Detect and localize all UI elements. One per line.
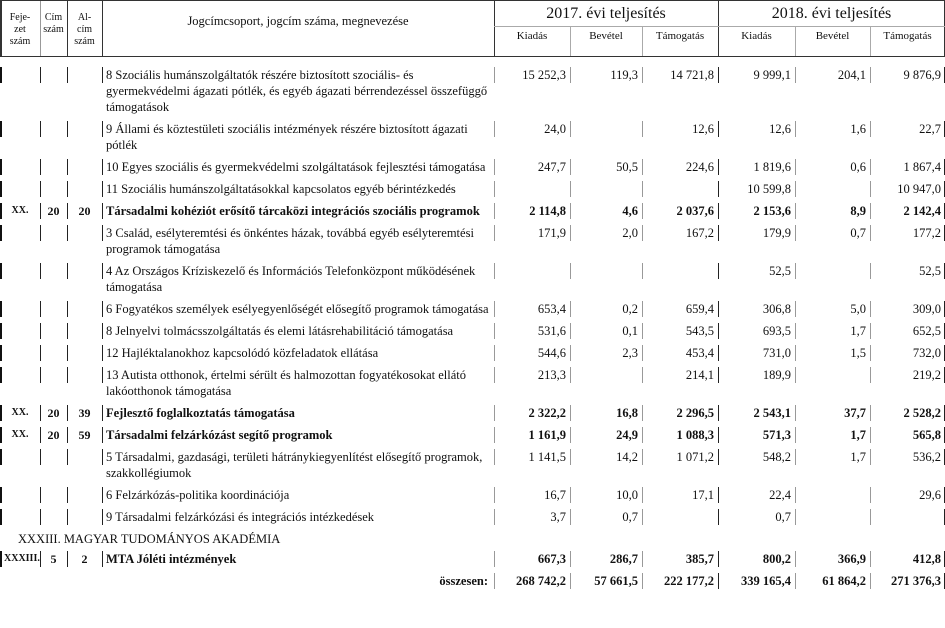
col-header-name: Jogcímcsoport, jogcím száma, megnevezése <box>187 14 409 28</box>
tamogatas-2018-cell: 29,6 <box>870 486 945 504</box>
cim-cell: 20 <box>40 202 67 220</box>
total-kiadas-2018: 339 165,4 <box>718 572 795 590</box>
tamogatas-2018-cell: 219,2 <box>870 366 945 400</box>
kiadas-2018-cell: 10 599,8 <box>718 180 795 198</box>
tamogatas-2018-cell: 536,2 <box>870 448 945 482</box>
kiadas-2017-cell: 1 141,5 <box>494 448 570 482</box>
fejezet-cell <box>0 486 40 504</box>
fejezet-cell: XX. <box>0 426 40 444</box>
name-cell: 8 Szociális humánszolgáltatók részére biztosított szociális- és gyermekvédelmi ágazati pótlék, és egyéb ágazati bérrendezéssel összefüggő támogatások <box>102 66 494 116</box>
table-body <box>0 66 945 590</box>
bevetel-2018-cell <box>795 508 870 526</box>
tamogatas-2017-cell <box>642 262 718 296</box>
bevetel-2018-cell: 8,9 <box>795 202 870 220</box>
fejezet-cell <box>0 366 40 400</box>
bevetel-2017-cell <box>570 180 642 198</box>
cim-cell <box>40 344 67 362</box>
total-bevetel-2018: 61 864,2 <box>795 572 870 590</box>
kiadas-2017-cell: 15 252,3 <box>494 66 570 116</box>
name-cell: 9 Állami és köztestületi szociális intézmények részére biztosított ágazati pótlék <box>102 120 494 154</box>
name-cell: 10 Egyes szociális és gyermekvédelmi szolgáltatások fejlesztési támogatása <box>102 158 494 176</box>
kiadas-2017-cell: 16,7 <box>494 486 570 504</box>
bevetel-2018-cell: 1,7 <box>795 448 870 482</box>
tamogatas-2017-cell <box>642 180 718 198</box>
tamogatas-2018-cell: 22,7 <box>870 120 945 154</box>
alcim-cell <box>67 262 102 296</box>
kiadas-2018-cell: 1 819,6 <box>718 158 795 176</box>
cim-cell <box>40 322 67 340</box>
name-cell: 12 Hajléktalanokhoz kapcsolódó közfeladatok ellátása <box>102 344 494 362</box>
kiadas-2018-cell: 800,2 <box>718 550 795 568</box>
fejezet-cell: XX. <box>0 404 40 422</box>
kiadas-2017-cell: 653,4 <box>494 300 570 318</box>
cim-cell <box>40 120 67 154</box>
tamogatas-2018-cell <box>870 508 945 526</box>
table-header <box>0 0 945 57</box>
table-row <box>0 300 945 318</box>
alcim-cell: 20 <box>67 202 102 220</box>
bevetel-2018-cell: 1,7 <box>795 426 870 444</box>
alcim-cell: 39 <box>67 404 102 422</box>
col-header-2018: 2018. évi teljesítés <box>771 5 892 22</box>
bevetel-2017-cell: 4,6 <box>570 202 642 220</box>
col-header-bevetel-2018: Bevétel <box>815 30 850 42</box>
tamogatas-2017-cell: 453,4 <box>642 344 718 362</box>
tamogatas-2017-cell: 2 296,5 <box>642 404 718 422</box>
tamogatas-2017-cell: 224,6 <box>642 158 718 176</box>
alcim-cell <box>67 158 102 176</box>
bevetel-2017-cell: 14,2 <box>570 448 642 482</box>
name-cell: 9 Társadalmi felzárkózási és integrációs intézkedések <box>102 508 494 526</box>
fejezet-cell <box>0 120 40 154</box>
bevetel-2018-cell: 204,1 <box>795 66 870 116</box>
alcim-cell <box>67 224 102 258</box>
tamogatas-2017-cell: 12,6 <box>642 120 718 154</box>
kiadas-2018-cell: 2 543,1 <box>718 404 795 422</box>
fejezet-cell: XXXIII. <box>0 550 40 568</box>
table-row <box>0 202 945 220</box>
kiadas-2017-cell: 2 114,8 <box>494 202 570 220</box>
bevetel-2018-cell <box>795 486 870 504</box>
bevetel-2017-cell <box>570 366 642 400</box>
table-row <box>0 550 945 568</box>
name-cell: MTA Jóléti intézmények <box>102 550 494 568</box>
tamogatas-2018-cell: 1 867,4 <box>870 158 945 176</box>
alcim-cell <box>67 300 102 318</box>
alcim-cell <box>67 508 102 526</box>
tamogatas-2018-cell: 2 528,2 <box>870 404 945 422</box>
bevetel-2017-cell: 119,3 <box>570 66 642 116</box>
bevetel-2017-cell: 2,3 <box>570 344 642 362</box>
alcim-cell <box>67 120 102 154</box>
table-row <box>0 120 945 154</box>
cim-cell <box>40 300 67 318</box>
tamogatas-2017-cell: 167,2 <box>642 224 718 258</box>
cim-cell: 5 <box>40 550 67 568</box>
col-header-tamogatas-2017: Támogatás <box>655 30 705 42</box>
fejezet-cell <box>0 66 40 116</box>
tamogatas-2018-cell: 732,0 <box>870 344 945 362</box>
alcim-cell <box>67 322 102 340</box>
col-header-kiadas-2017: Kiadás <box>516 30 548 42</box>
kiadas-2018-cell: 22,4 <box>718 486 795 504</box>
tamogatas-2018-cell: 10 947,0 <box>870 180 945 198</box>
tamogatas-2017-cell: 659,4 <box>642 300 718 318</box>
name-cell: 11 Szociális humánszolgáltatásokkal kapcsolatos egyéb bérintézkedés <box>102 180 494 198</box>
bevetel-2018-cell: 366,9 <box>795 550 870 568</box>
total-bevetel-2017: 57 661,5 <box>570 572 642 590</box>
kiadas-2018-cell: 9 999,1 <box>718 66 795 116</box>
tamogatas-2017-cell: 543,5 <box>642 322 718 340</box>
kiadas-2018-cell: 52,5 <box>718 262 795 296</box>
alcim-cell <box>67 180 102 198</box>
cim-cell <box>40 158 67 176</box>
table-row <box>0 262 945 296</box>
tamogatas-2017-cell: 214,1 <box>642 366 718 400</box>
bevetel-2017-cell: 0,1 <box>570 322 642 340</box>
cim-cell <box>40 366 67 400</box>
kiadas-2017-cell: 213,3 <box>494 366 570 400</box>
cim-cell <box>40 508 67 526</box>
table-row <box>0 158 945 176</box>
kiadas-2018-cell: 12,6 <box>718 120 795 154</box>
cim-cell: 20 <box>40 404 67 422</box>
fejezet-cell <box>0 344 40 362</box>
kiadas-2018-cell: 731,0 <box>718 344 795 362</box>
kiadas-2017-cell <box>494 180 570 198</box>
kiadas-2018-cell: 306,8 <box>718 300 795 318</box>
name-cell: 13 Autista otthonok, értelmi sérült és halmozottan fogyatékosokat ellátó lakóotthonok támogatása <box>102 366 494 400</box>
table-row <box>0 344 945 362</box>
name-cell: Társadalmi felzárkózást segítő programok <box>102 426 494 444</box>
alcim-cell: 59 <box>67 426 102 444</box>
kiadas-2017-cell: 667,3 <box>494 550 570 568</box>
name-cell: 4 Az Országos Kríziskezelő és Információs Telefonközpont működésének támogatása <box>102 262 494 296</box>
tamogatas-2017-cell: 1 071,2 <box>642 448 718 482</box>
bevetel-2018-cell: 0,7 <box>795 224 870 258</box>
col-header-cim: Cím szám <box>43 12 64 35</box>
tamogatas-2018-cell: 412,8 <box>870 550 945 568</box>
alcim-cell <box>67 366 102 400</box>
cim-cell <box>40 180 67 198</box>
kiadas-2017-cell <box>494 262 570 296</box>
table-row <box>0 448 945 482</box>
table-row <box>0 224 945 258</box>
cim-cell: 20 <box>40 426 67 444</box>
name-cell: 6 Fogyatékos személyek esélyegyenlőségét elősegítő programok támogatása <box>102 300 494 318</box>
bevetel-2017-cell: 24,9 <box>570 426 642 444</box>
cim-cell <box>40 486 67 504</box>
col-header-2017: 2017. évi teljesítés <box>546 5 666 22</box>
bevetel-2018-cell <box>795 262 870 296</box>
alcim-cell <box>67 448 102 482</box>
divider <box>0 0 945 1</box>
col-header-alcim: Al- cím szám <box>74 12 95 47</box>
total-row <box>0 572 945 590</box>
tamogatas-2017-cell: 14 721,8 <box>642 66 718 116</box>
kiadas-2018-cell: 571,3 <box>718 426 795 444</box>
bevetel-2018-cell: 1,7 <box>795 322 870 340</box>
table-row <box>0 508 945 526</box>
total-kiadas-2017: 268 742,2 <box>494 572 570 590</box>
table-row <box>0 366 945 400</box>
bevetel-2017-cell <box>570 120 642 154</box>
kiadas-2018-cell: 2 153,6 <box>718 202 795 220</box>
tamogatas-2018-cell: 9 876,9 <box>870 66 945 116</box>
tamogatas-2018-cell: 52,5 <box>870 262 945 296</box>
fejezet-cell <box>0 508 40 526</box>
name-cell: 3 Család, esélyteremtési és önkéntes házak, továbbá egyéb esélyteremtési programok támogatása <box>102 224 494 258</box>
tamogatas-2017-cell: 385,7 <box>642 550 718 568</box>
kiadas-2017-cell: 247,7 <box>494 158 570 176</box>
bevetel-2017-cell: 0,2 <box>570 300 642 318</box>
total-label: összesen: <box>439 574 488 588</box>
tamogatas-2017-cell: 1 088,3 <box>642 426 718 444</box>
table-row <box>0 180 945 198</box>
name-cell: 8 Jelnyelvi tolmácsszolgáltatás és elemi látásrehabilitáció támogatása <box>102 322 494 340</box>
section-title: XXXIII. MAGYAR TUDOMÁNYOS AKADÉMIA <box>18 532 281 546</box>
kiadas-2017-cell: 2 322,2 <box>494 404 570 422</box>
divider <box>494 26 945 27</box>
cim-cell <box>40 66 67 116</box>
kiadas-2018-cell: 189,9 <box>718 366 795 400</box>
name-cell: Fejlesztő foglalkoztatás támogatása <box>102 404 494 422</box>
alcim-cell <box>67 66 102 116</box>
table-row <box>0 322 945 340</box>
kiadas-2018-cell: 179,9 <box>718 224 795 258</box>
kiadas-2017-cell: 3,7 <box>494 508 570 526</box>
kiadas-2017-cell: 1 161,9 <box>494 426 570 444</box>
alcim-cell <box>67 486 102 504</box>
fejezet-cell <box>0 158 40 176</box>
alcim-cell: 2 <box>67 550 102 568</box>
bevetel-2018-cell: 1,6 <box>795 120 870 154</box>
cim-cell <box>40 224 67 258</box>
fejezet-cell: XX. <box>0 202 40 220</box>
table-row <box>0 66 945 116</box>
bevetel-2018-cell: 0,6 <box>795 158 870 176</box>
bevetel-2017-cell: 10,0 <box>570 486 642 504</box>
table-row <box>0 426 945 444</box>
bevetel-2018-cell <box>795 366 870 400</box>
bevetel-2017-cell: 286,7 <box>570 550 642 568</box>
tamogatas-2017-cell: 17,1 <box>642 486 718 504</box>
tamogatas-2018-cell: 652,5 <box>870 322 945 340</box>
kiadas-2018-cell: 693,5 <box>718 322 795 340</box>
bevetel-2017-cell: 2,0 <box>570 224 642 258</box>
kiadas-2018-cell: 0,7 <box>718 508 795 526</box>
kiadas-2018-cell: 548,2 <box>718 448 795 482</box>
col-header-fejezet: Feje- zet szám <box>9 12 31 47</box>
col-header-kiadas-2018: Kiadás <box>741 30 772 42</box>
bevetel-2017-cell: 0,7 <box>570 508 642 526</box>
alcim-cell <box>67 344 102 362</box>
tamogatas-2018-cell: 309,0 <box>870 300 945 318</box>
fejezet-cell <box>0 262 40 296</box>
bevetel-2017-cell: 16,8 <box>570 404 642 422</box>
fejezet-cell <box>0 180 40 198</box>
bevetel-2018-cell <box>795 180 870 198</box>
name-cell: 6 Felzárkózás-politika koordinációja <box>102 486 494 504</box>
cim-cell <box>40 262 67 296</box>
cim-cell <box>40 448 67 482</box>
name-cell: 5 Társadalmi, gazdasági, területi hátránykiegyenlítést elősegítő programok, szakkollégiumok <box>102 448 494 482</box>
fejezet-cell <box>0 224 40 258</box>
bevetel-2018-cell: 5,0 <box>795 300 870 318</box>
col-header-bevetel-2017: Bevétel <box>589 30 623 42</box>
col-header-tamogatas-2018: Támogatás <box>883 30 932 42</box>
total-tamogatas-2017: 222 177,2 <box>642 572 718 590</box>
bevetel-2018-cell: 37,7 <box>795 404 870 422</box>
bevetel-2017-cell <box>570 262 642 296</box>
table-row <box>0 486 945 504</box>
tamogatas-2017-cell: 2 037,6 <box>642 202 718 220</box>
table-row <box>0 404 945 422</box>
fejezet-cell <box>0 448 40 482</box>
tamogatas-2018-cell: 565,8 <box>870 426 945 444</box>
kiadas-2017-cell: 24,0 <box>494 120 570 154</box>
kiadas-2017-cell: 171,9 <box>494 224 570 258</box>
tamogatas-2018-cell: 2 142,4 <box>870 202 945 220</box>
fejezet-cell <box>0 300 40 318</box>
name-cell: Társadalmi kohéziót erősítő tárcaközi integrációs szociális programok <box>102 202 494 220</box>
fejezet-cell <box>0 322 40 340</box>
kiadas-2017-cell: 531,6 <box>494 322 570 340</box>
kiadas-2017-cell: 544,6 <box>494 344 570 362</box>
tamogatas-2017-cell <box>642 508 718 526</box>
bevetel-2017-cell: 50,5 <box>570 158 642 176</box>
bevetel-2018-cell: 1,5 <box>795 344 870 362</box>
total-tamogatas-2018: 271 376,3 <box>870 572 945 590</box>
tamogatas-2018-cell: 177,2 <box>870 224 945 258</box>
